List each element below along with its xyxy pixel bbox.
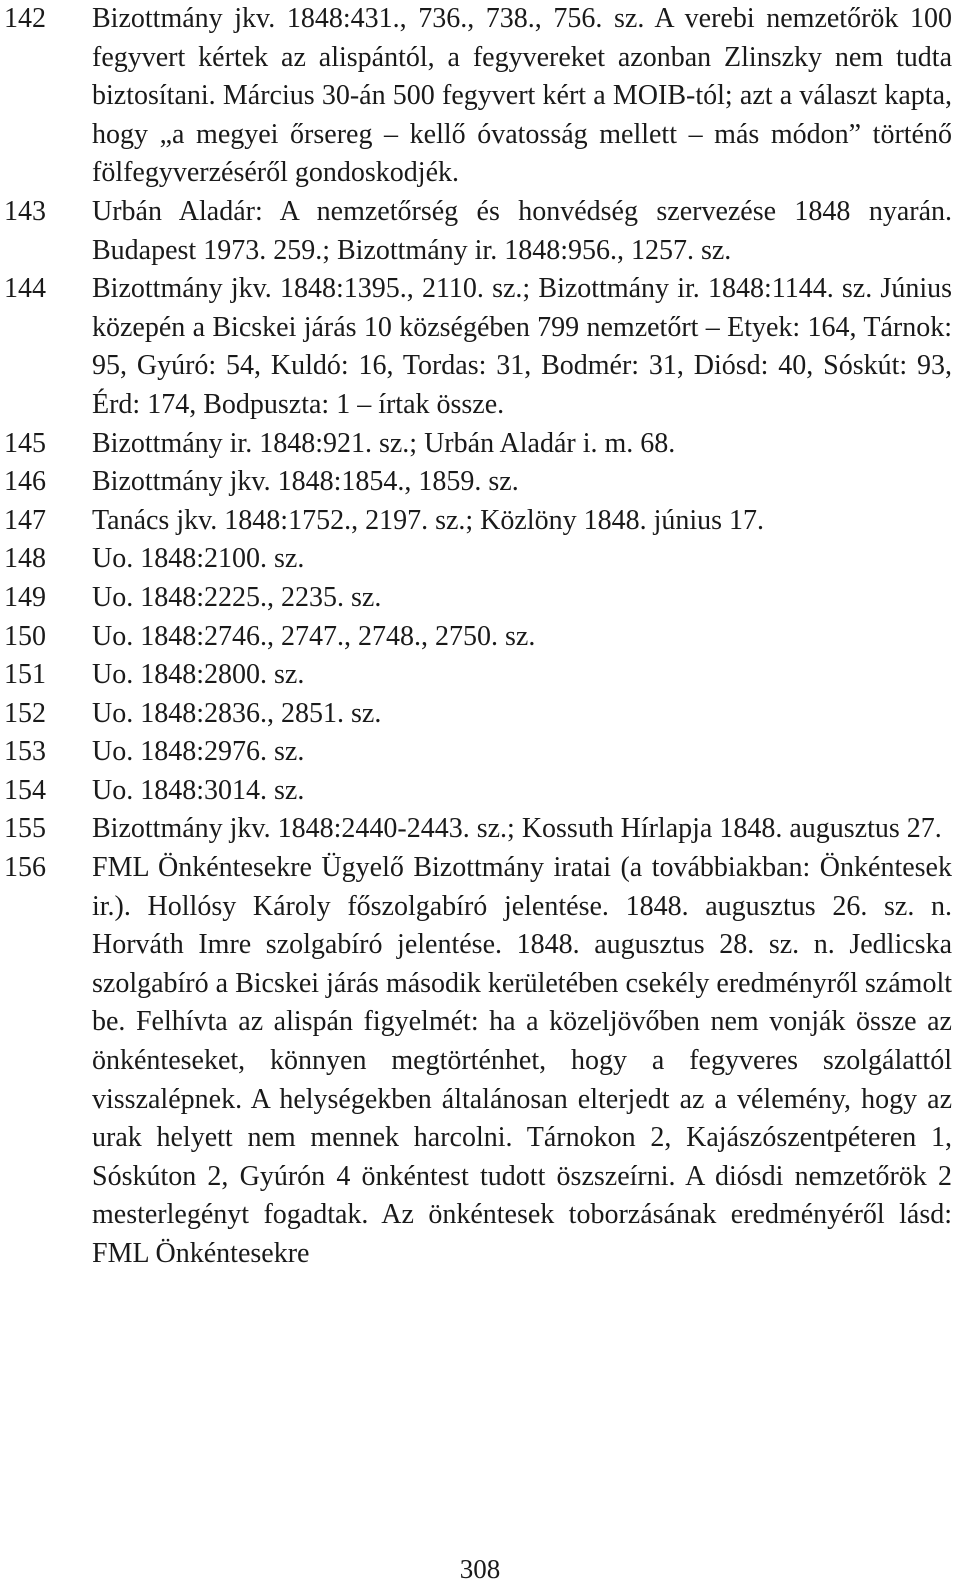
page-number: 308 xyxy=(459,1554,501,1584)
footnote-text: Bizottmány jkv. 1848:1854., 1859. sz. xyxy=(92,466,519,498)
footnote-number: 155 xyxy=(4,813,46,845)
footnote-number: 149 xyxy=(4,581,46,613)
footnote-143 xyxy=(4,193,952,270)
footnote-text: Uo. 1848:2225., 2235. sz. xyxy=(92,581,382,613)
footnote-text: Bizottmány jkv. 1848:2440-2443. sz.; Kossuth Hírlapja 1848. augusztus 27. xyxy=(92,813,942,845)
footnote-155 xyxy=(4,810,952,849)
footnote-number: 147 xyxy=(4,504,46,536)
footnote-text: Uo. 1848:2836., 2851. sz. xyxy=(92,697,382,729)
footnote-number: 144 xyxy=(4,273,46,305)
footnote-156 xyxy=(4,849,952,1274)
footnote-151 xyxy=(4,656,952,695)
footnote-142 xyxy=(4,0,952,193)
footnote-154 xyxy=(4,772,952,811)
footnote-number: 146 xyxy=(4,466,46,498)
footnote-list xyxy=(4,0,952,1274)
footnote-text: Uo. 1848:2800. sz. xyxy=(92,659,305,691)
footnote-text: Uo. 1848:2976. sz. xyxy=(92,736,305,768)
footnote-number: 142 xyxy=(4,3,46,34)
footnote-text: Tanács jkv. 1848:1752., 2197. sz.; Közlöny 1848. június 17. xyxy=(92,504,765,536)
footnote-text: Bizottmány jkv. 1848:431., 736., 738., 756. sz. A verebi nemzetőrök 100 fegyvert kértek az alispántól, a fegyvereket azonban Zlinszky nem tudta biztosítani. Március 30-án 500 fegyvert kért a MOIB-tól; azt a választ kapta, hogy „a megyei őrsereg – kellő óvatosság mellett – más módon” történő fölfegyverzéséről gondoskodjék. xyxy=(92,3,952,189)
footnote-text: Bizottmány ir. 1848:921. sz.; Urbán Aladár i. m. 68. xyxy=(92,427,676,459)
footnote-text: Uo. 1848:2746., 2747., 2748., 2750. sz. xyxy=(92,620,536,652)
footnote-number: 151 xyxy=(4,659,46,691)
footnote-153 xyxy=(4,733,952,772)
footnote-text: Uo. 1848:2100. sz. xyxy=(92,543,305,575)
footnote-text: FML Önkéntesekre Ügyelő Bizottmány iratai (a továbbiakban: Önkéntesek ir.). Hollósy Károly főszolgabíró jelentése. 1848. augusztus 26. sz. n. Horváth Imre szolgabíró jelentése. 1848. augusztus 28. sz. n. Jedlicska szolgabíró a Bicskei járás második kerületében csekély eredményről számolt be. Felhívta az alispán figyelmét: ha a közeljövőben nem vonják össze az önkénteseket, könnyen megtörténhet, hogy a fegyveres szolgálattól visszalépnek. A helységekben általánosan elterjedt az a vélemény, hogy az urak helyett nem mennek harcolni. Tárnokon 2, Kajászószentpéteren 1, Sóskúton 2, Gyúrón 4 önkéntest tudott öszszeírni. A diósdi nemzetőrök 2 mesterlegényt fogadtak. Az önkéntesek toborzásának eredményéről lásd: FML Önkéntesekre xyxy=(92,852,952,1269)
footnote-number: 143 xyxy=(4,195,46,227)
footnote-text: Bizottmány jkv. 1848:1395., 2110. sz.; Bizottmány ir. 1848:1144. sz. Június közepén a Bicskei járás 10 községében 799 nemzetőrt – Etyek: 164, Tárnok: 95, Gyúró: 54, Kuldó: 16, Tordas: 31, Bodmér: 31, Diósd: 40, Sóskút: 93, Érd: 174, Bodpuszta: 1 – írtak össze. xyxy=(92,273,952,420)
footnote-number: 156 xyxy=(4,852,46,884)
footnote-149 xyxy=(4,579,952,618)
footnote-number: 152 xyxy=(4,697,46,729)
footnote-number: 153 xyxy=(4,736,46,768)
footnote-text: Urbán Aladár: A nemzetőrség és honvédség szervezése 1848 nyarán. Budapest 1973. 259.; Bizottmány ir. 1848:956., 1257. sz. xyxy=(92,195,952,266)
footnote-147 xyxy=(4,502,952,541)
footnote-148 xyxy=(4,540,952,579)
footnote-text: Uo. 1848:3014. sz. xyxy=(92,774,305,806)
footnote-number: 148 xyxy=(4,543,46,575)
footnote-152 xyxy=(4,695,952,734)
footnote-number: 145 xyxy=(4,427,46,459)
footnote-144 xyxy=(4,270,952,424)
footnote-150 xyxy=(4,618,952,657)
footnote-number: 150 xyxy=(4,620,46,652)
footnote-number: 154 xyxy=(4,774,46,806)
footnote-146 xyxy=(4,463,952,502)
footnote-145 xyxy=(4,425,952,464)
